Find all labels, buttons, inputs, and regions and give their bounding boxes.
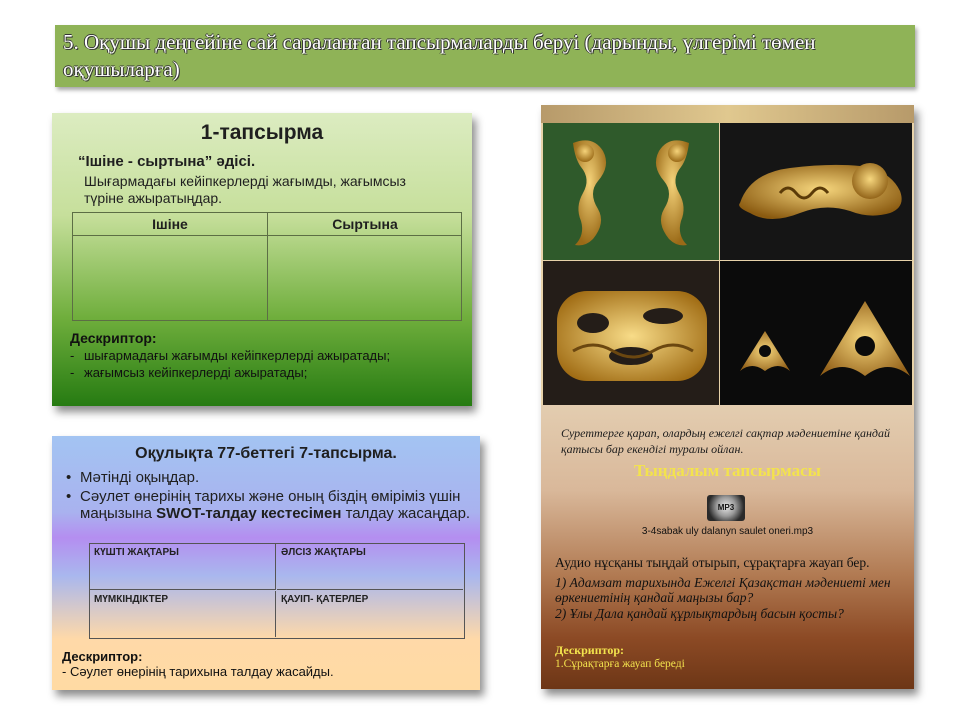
task2-title: Оқулықта 77-беттегі 7-тапсырма. <box>135 445 397 462</box>
descriptor-text: жағымсыз кейіпкерлерді ажыратады; <box>84 365 308 380</box>
mp3-icon-label: MP3 <box>717 503 735 512</box>
mp3-icon[interactable] <box>707 495 745 521</box>
bullet-text: Мәтінді оқыңдар. <box>80 469 200 486</box>
swot-weaknesses: ӘЛСІЗ ЖАҚТАРЫ <box>277 544 463 590</box>
task1-descriptor-list <box>70 348 450 382</box>
dash-icon: - <box>70 365 75 380</box>
task3-intro: Суреттерге қарап, олардың ежелгі сақтар мәдениетіне қандай қатысы бар екендігі туралы ойлан. <box>561 426 891 456</box>
listening-section <box>541 405 914 689</box>
descriptor-item <box>70 365 450 380</box>
task2-bullets <box>66 469 471 524</box>
outside-column <box>268 213 462 320</box>
slide-title: 5. Оқушы деңгейіне сай сараланған тапсырмаларды беруі (дарынды, үлгерімі төмен оқушыларға) <box>63 30 816 81</box>
task1-descriptor-label: Дескриптор: <box>70 330 157 346</box>
decorative-strip <box>541 105 914 123</box>
question-2: 2) Ұлы Дала қандай құрлықтардың басын қосты? <box>555 606 844 621</box>
outside-header: Сыртына <box>268 213 462 236</box>
swot-table <box>89 543 465 639</box>
audio-file-link[interactable]: 3-4sabak uly dalanyn saulet oneri.mp3 <box>641 526 814 537</box>
descriptor-item <box>70 348 450 363</box>
inside-header: Ішіне <box>73 213 267 236</box>
question-intro: Аудио нұсқаны тыңдай отырып, сұрақтарға жауап бер. <box>555 555 870 570</box>
bullet-item <box>66 488 471 522</box>
task2-card <box>52 436 480 690</box>
task3-descriptor-text: 1.Сұрақтарға жауап береді <box>555 658 685 670</box>
task2-descriptor-label: Дескриптор: <box>62 649 143 664</box>
inside-outside-table <box>72 212 462 321</box>
bullet-icon: • <box>66 469 72 486</box>
swot-opportunities: МҮМКІНДІКТЕР <box>90 591 276 637</box>
golden-tiger-image <box>720 123 912 260</box>
question-1: 1) Адамзат тарихында Ежелгі Қазақстан мәдениеті мен өркениетінің қандай маңызы бар? <box>555 575 891 605</box>
task1-method: “Ішіне - сыртына” әдісі. <box>78 153 256 170</box>
task1-card <box>52 113 472 406</box>
swot-emphasis: SWOT-талдау кестесімен <box>156 505 342 522</box>
bullet-text-start: Сәулет өнерінің тарихы және оның біздің өміріміз үшін маңызына <box>80 488 461 522</box>
descriptor-text: шығармадағы жағымды кейіпкерлерді ажыратады; <box>84 348 391 363</box>
swot-threats: ҚАУІП- ҚАТЕРЛЕР <box>281 594 369 605</box>
golden-ornaments-image <box>720 261 912 405</box>
golden-plaque-image <box>543 261 719 405</box>
task2-descriptor-text: - Сәулет өнерінің тарихына талдау жасайды. <box>62 664 334 679</box>
inside-column <box>73 213 268 320</box>
task3-card <box>541 105 914 689</box>
task1-instruction: Шығармадағы кейіпкерлерді жағымды, жағымсыз түріне ажыратыңдар. <box>84 173 406 206</box>
swot-strengths: КҮШТІ ЖАҚТАРЫ <box>90 544 276 590</box>
bullet-icon: • <box>66 488 72 505</box>
title-bar <box>55 25 915 87</box>
task1-title: 1-тапсырма <box>200 121 324 144</box>
bullet-text-end: талдау жасаңдар. <box>341 505 471 522</box>
bullet-text <box>80 488 471 522</box>
artifact-image-grid <box>543 123 912 405</box>
task3-descriptor-label: Дескриптор: <box>555 643 625 657</box>
listening-title: Тыңдалым тапсырмасы <box>634 461 821 480</box>
golden-leopards-image <box>543 123 719 260</box>
bullet-item <box>66 469 471 486</box>
dash-icon: - <box>70 348 75 363</box>
